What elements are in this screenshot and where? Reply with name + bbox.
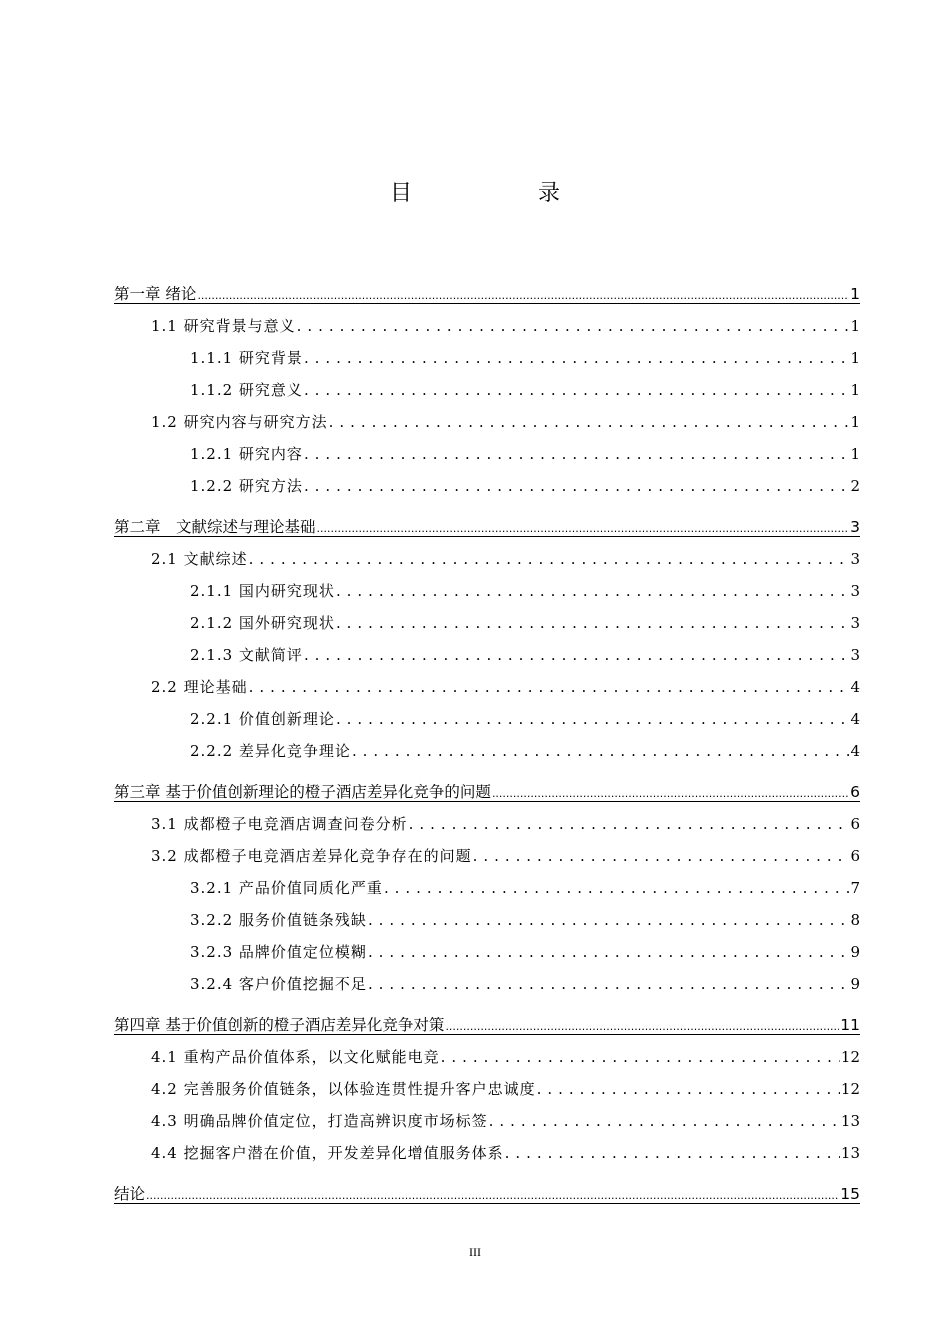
toc-entry-label: 2.2.2 差异化竞争理论 xyxy=(190,742,351,760)
toc-entry-page: 1 xyxy=(850,381,860,399)
footer-page-number: III xyxy=(469,1245,481,1259)
toc-entry-page: 6 xyxy=(850,847,860,865)
toc-entry-page: 1 xyxy=(850,445,860,463)
dot-leader xyxy=(146,1182,839,1208)
toc-entry-label: 2.1.3 文献简评 xyxy=(190,646,303,664)
toc-entry-page: 4 xyxy=(850,710,860,728)
dot-leader xyxy=(368,908,850,932)
dot-leader xyxy=(473,844,850,868)
toc-entry-label: 3.2.3 品牌价值定位模糊 xyxy=(190,943,367,961)
dot-leader xyxy=(384,876,850,900)
toc-entry-chapter-4[interactable] xyxy=(0,1013,950,1037)
toc-entry-label: 4.1 重构产品价值体系，以文化赋能电竞 xyxy=(151,1048,440,1066)
toc-entry-label: 3.2 成都橙子电竞酒店差异化竞争存在的问题 xyxy=(151,847,472,865)
toc-entry-page: 7 xyxy=(850,879,860,897)
toc-entry-section-3-2-1[interactable] xyxy=(0,876,950,900)
toc-entry-chapter-1[interactable] xyxy=(0,282,950,306)
toc-entry-label: 3.2.4 客户价值挖掘不足 xyxy=(190,975,367,993)
toc-entry-page: 3 xyxy=(850,582,860,600)
dot-leader xyxy=(304,378,850,402)
dot-leader xyxy=(505,1141,840,1165)
toc-entry-label: 1.1.2 研究意义 xyxy=(190,381,303,399)
toc-entry-page: 1 xyxy=(850,413,860,431)
dot-leader xyxy=(249,547,850,571)
toc-entry-page: 1 xyxy=(850,317,860,335)
toc-entry-section-2-2[interactable] xyxy=(0,675,950,699)
dot-leader xyxy=(336,579,850,603)
toc-entry-label: 3.2.1 产品价值同质化严重 xyxy=(190,879,383,897)
toc-entry-section-1-2-1[interactable] xyxy=(0,442,950,466)
toc-entry-page: 9 xyxy=(850,943,860,961)
toc-entry-label: 3.1 成都橙子电竞酒店调查问卷分析 xyxy=(151,815,408,833)
toc-entry-label: 1.2.2 研究方法 xyxy=(190,477,303,495)
toc-entry-section-4-3[interactable] xyxy=(0,1109,950,1133)
toc-entry-section-1-1-2[interactable] xyxy=(0,378,950,402)
toc-entry-label: 2.1.1 国内研究现状 xyxy=(190,582,335,600)
dot-leader xyxy=(409,812,850,836)
toc-entry-page: 15 xyxy=(840,1185,860,1203)
toc-entry-page: 9 xyxy=(850,975,860,993)
dot-leader xyxy=(368,940,850,964)
toc-entry-label: 4.3 明确品牌价值定位，打造高辨识度市场标签 xyxy=(151,1112,488,1130)
toc-entry-page: 2 xyxy=(850,477,860,495)
toc-entry-conclusion[interactable] xyxy=(0,1182,950,1206)
toc-entry-section-4-4[interactable] xyxy=(0,1141,950,1165)
toc-entry-section-4-2[interactable] xyxy=(0,1077,950,1101)
dot-leader xyxy=(537,1077,840,1101)
toc-entry-label: 1.1.1 研究背景 xyxy=(190,349,303,367)
dot-leader xyxy=(441,1045,840,1069)
toc-entry-page: 1 xyxy=(850,349,860,367)
dot-leader xyxy=(352,739,850,763)
toc-entry-page: 1 xyxy=(850,285,860,303)
dot-leader xyxy=(197,282,849,308)
dot-leader xyxy=(317,515,850,541)
dot-leader xyxy=(445,1013,839,1039)
toc-entry-label: 1.1 研究背景与意义 xyxy=(151,317,296,335)
toc-entry-label: 3.2.2 服务价值链条残缺 xyxy=(190,911,367,929)
page-title: 目 录 xyxy=(389,181,612,206)
toc-entry-label: 第二章 文献综述与理论基础 xyxy=(114,518,316,536)
toc-entry-section-4-1[interactable] xyxy=(0,1045,950,1069)
toc-entry-page: 6 xyxy=(850,783,860,801)
toc-entry-label: 2.2.1 价值创新理论 xyxy=(190,710,335,728)
toc-entry-section-2-2-2[interactable] xyxy=(0,739,950,763)
toc-entry-label: 结论 xyxy=(114,1185,146,1203)
toc-entry-page: 4 xyxy=(850,742,860,760)
toc-entry-label: 第三章 基于价值创新理论的橙子酒店差异化竞争的问题 xyxy=(114,783,491,801)
toc-entry-section-3-2-4[interactable] xyxy=(0,972,950,996)
toc-entry-page: 12 xyxy=(840,1048,860,1066)
toc-entry-page: 3 xyxy=(850,646,860,664)
toc-entry-chapter-2[interactable] xyxy=(0,515,950,539)
toc-entry-section-2-1-2[interactable] xyxy=(0,611,950,635)
toc-entry-label: 第四章 基于价值创新的橙子酒店差异化竞争对策 xyxy=(114,1016,445,1034)
toc-entry-label: 2.2 理论基础 xyxy=(151,678,248,696)
dot-leader xyxy=(368,972,850,996)
toc-entry-label: 2.1.2 国外研究现状 xyxy=(190,614,335,632)
toc-entry-label: 4.2 完善服务价值链条，以体验连贯性提升客户忠诚度 xyxy=(151,1080,536,1098)
toc-entry-label: 4.4 挖掘客户潜在价值，开发差异化增值服务体系 xyxy=(151,1144,504,1162)
dot-leader xyxy=(304,474,850,498)
toc-entry-page: 6 xyxy=(850,815,860,833)
toc-entry-page: 3 xyxy=(850,518,860,536)
toc-entry-page: 12 xyxy=(840,1080,860,1098)
dot-leader xyxy=(492,780,849,806)
toc-entry-section-1-2[interactable] xyxy=(0,410,950,434)
toc-entry-section-2-1-1[interactable] xyxy=(0,579,950,603)
toc-entry-section-3-2-2[interactable] xyxy=(0,908,950,932)
toc-entry-label: 1.2.1 研究内容 xyxy=(190,445,303,463)
toc-entry-section-1-2-2[interactable] xyxy=(0,474,950,498)
dot-leader xyxy=(249,675,850,699)
toc-entry-section-3-2-3[interactable] xyxy=(0,940,950,964)
dot-leader xyxy=(489,1109,840,1133)
toc-entry-section-1-1-1[interactable] xyxy=(0,346,950,370)
dot-leader xyxy=(329,410,850,434)
toc-entry-label: 1.2 研究内容与研究方法 xyxy=(151,413,328,431)
toc-entry-label: 第一章 绪论 xyxy=(114,285,197,303)
toc-entry-label: 2.1 文献综述 xyxy=(151,550,248,568)
toc-entry-section-2-1-3[interactable] xyxy=(0,643,950,667)
dot-leader xyxy=(297,314,850,338)
toc-entry-page: 8 xyxy=(850,911,860,929)
toc-entry-page: 13 xyxy=(840,1144,860,1162)
dot-leader xyxy=(304,643,850,667)
toc-entry-section-2-2-1[interactable] xyxy=(0,707,950,731)
toc-entry-section-1-1[interactable] xyxy=(0,314,950,338)
dot-leader xyxy=(336,611,850,635)
toc-entry-section-3-2[interactable] xyxy=(0,844,950,868)
toc-entry-page: 4 xyxy=(850,678,860,696)
toc-entry-page: 11 xyxy=(840,1016,860,1034)
toc-entry-page: 3 xyxy=(850,550,860,568)
toc-entry-section-2-1[interactable] xyxy=(0,547,950,571)
dot-leader xyxy=(304,346,850,370)
toc-entry-page: 13 xyxy=(840,1112,860,1130)
toc-entry-page: 3 xyxy=(850,614,860,632)
toc-entry-section-3-1[interactable] xyxy=(0,812,950,836)
dot-leader xyxy=(304,442,850,466)
dot-leader xyxy=(336,707,850,731)
toc-entry-chapter-3[interactable] xyxy=(0,780,950,804)
